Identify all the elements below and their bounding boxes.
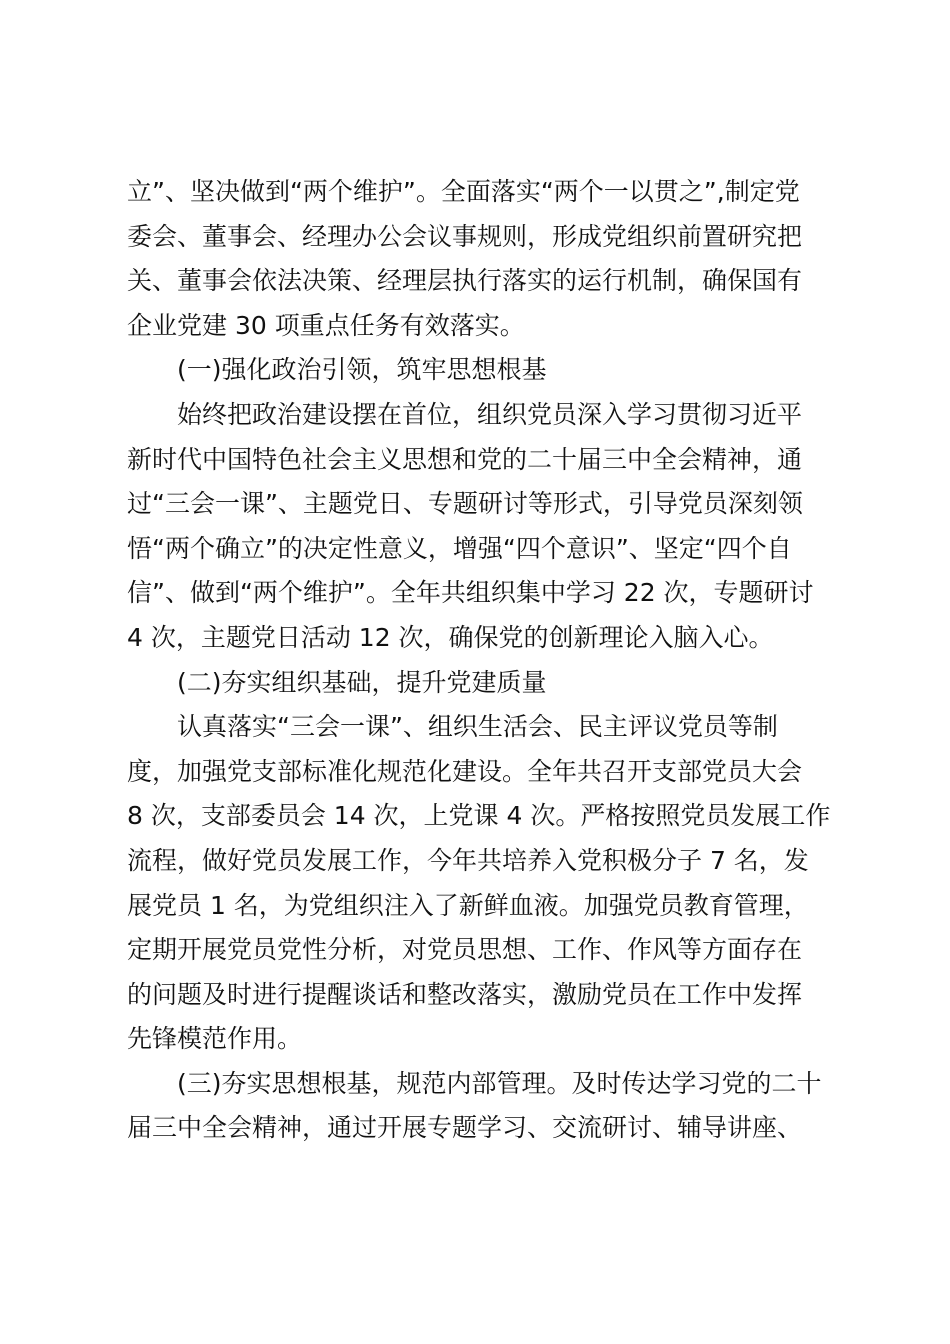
text-line: 的问题及时进行提醒谈话和整改落实，激励党员在工作中发挥	[127, 979, 803, 1009]
section-heading: (二)夯实组织基础，提升党建质量	[177, 667, 547, 697]
text-line: 展党员 1 名，为党组织注入了新鲜血液。加强党员教育管理，	[127, 890, 809, 920]
text-line: 4 次，主题党日活动 12 次，确保党的创新理论入脑入心。	[127, 622, 774, 652]
section-heading: (一)强化政治引领，筑牢思想根基	[177, 355, 547, 385]
text-line: 过“三会一课”、主题党日、专题研讨等形式，引导党员深刻领	[127, 489, 803, 519]
text-line: 关、董事会依法决策、经理层执行落实的运行机制，确保国有	[127, 266, 803, 296]
text-line: 定期开展党员党性分析，对党员思想、工作、作风等方面存在	[127, 935, 803, 965]
text-line: 企业党建 30 项重点任务有效落实。	[127, 310, 525, 340]
text-line: 认真落实“三会一课”、组织生活会、民主评议党员等制	[177, 712, 778, 742]
text-line: 8 次，支部委员会 14 次，上党课 4 次。严格按照党员发展工作	[127, 801, 831, 831]
text-line: 新时代中国特色社会主义思想和党的二十届三中全会精神，通	[127, 444, 803, 474]
text-line: 流程，做好党员发展工作，今年共培养入党积极分子 7 名，发	[127, 845, 809, 875]
text-line: 度，加强党支部标准化规范化建设。全年共召开支部党员大会	[127, 756, 803, 786]
text-line: 委会、董事会、经理办公会议事规则，形成党组织前置研究把	[127, 221, 803, 251]
section-heading: (三)夯实思想根基，规范内部管理。及时传达学习党的二十	[177, 1068, 822, 1098]
text-line: 悟“两个确立”的决定性意义，增强“四个意识”、坚定“四个自	[127, 533, 792, 563]
text-line: 先锋模范作用。	[127, 1024, 303, 1054]
text-line: 始终把政治建设摆在首位，组织党员深入学习贯彻习近平	[177, 399, 803, 429]
document-body	[127, 170, 833, 1151]
text-line: 届三中全会精神，通过开展专题学习、交流研讨、辅导讲座、	[127, 1113, 803, 1143]
text-line: 立”、坚决做到“两个维护”。全面落实“两个一以贯之”,制定党	[127, 177, 800, 206]
text-line: 信”、做到“两个维护”。全年共组织集中学习 22 次，专题研讨	[127, 578, 814, 608]
